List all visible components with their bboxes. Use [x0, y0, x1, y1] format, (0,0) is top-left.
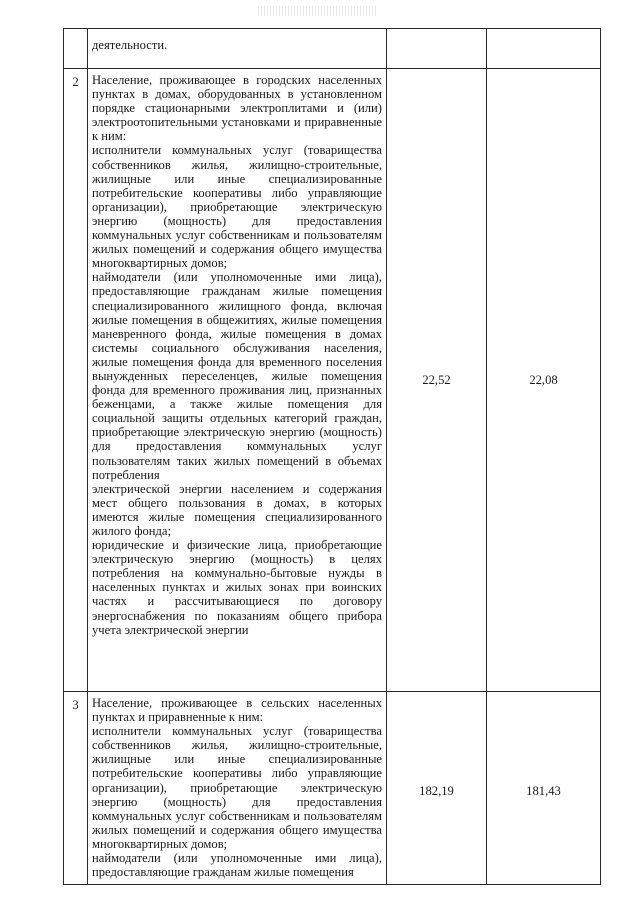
row-description: [88, 692, 387, 885]
row-description: [88, 69, 387, 692]
scan-artifact: [258, 6, 378, 16]
row-number: 2: [64, 69, 88, 692]
row-value-2-text: 181,43: [526, 783, 561, 798]
row-value-1-text: 182,19: [419, 783, 454, 798]
row-value-2: [487, 29, 601, 69]
row-value-1: 22,52: [387, 69, 487, 692]
row-number: 3: [64, 692, 88, 885]
row-value-2: [487, 692, 601, 885]
table-row: [64, 29, 601, 69]
row-description-text: Население, проживающее в сельских населенных пунктах и приравненные к ним: исполнители коммунальных услуг (товарищества собственников жилья, жилищно-строительные, жилищные или иные специализированные потребительские кооперативы либо управляющие организации), приобретающие электрическую энергию (мощность) для предоставления коммунальных услуг собственникам и пользователям жилых помещений и содержания общего имущества многоквартирных домов; наймодатели (или уполномоченные ими лица), предоставляющие гражданам жилые помещения: [92, 696, 382, 880]
row-value-2: 22,08: [487, 69, 601, 692]
row-value-1: [387, 29, 487, 69]
row-description-text: Население, проживающее в городских населенных пунктах в домах, оборудованных в установленном порядке стационарными электроплитами и (или) электроотопительными установками и приравненные к ним: исполнители коммунальных услуг (товарищества собственников жилья, жилищно-строительные, жилищные или иные специализированные потребительские кооперативы либо управляющие организации), приобретающие электрическую энергию (мощность) для предоставления коммунальных услуг собственникам и пользователям жилых помещений и содержания общего имущества многоквартирных домов; наймодатели (или уполномоченные ими лица), предоставляющие гражданам жилые помещения специализированного жилищного фонда, включая жилые помещения в общежитиях, жилые помещения маневренного фонда, жилые помещения в домах системы социального обслуживания населения, жилые помещения фонда для временного поселения вынужденных переселенцев, жилые помещения фонда для временного проживания лиц, признанных беженцами, а также жилые помещения для социальной защиты отдельных категорий граждан, приобретающие электрическую энергию (мощность) для предоставления коммунальных услуг пользователям таких жилых помещений в объемах потребления электрической энергии населением и содержания мест общего пользования в домах, в которых имеются жилые помещения специализированного жилого фонда; юридические и физические лица, приобретающие электрическую энергию (мощность) в целях потребления на коммунально-бытовые нужды в населенных пунктах и жилых зонах при воинских частях и рассчитывающиеся по договору энергоснабжения по показаниям общего прибора учета электрической энергии: [92, 73, 382, 637]
table-row: [64, 69, 601, 692]
row-description-text: деятельности.: [92, 38, 168, 52]
row-number: [64, 29, 88, 69]
row-value-1: [387, 692, 487, 885]
table-row: [64, 692, 601, 885]
tariff-table: [63, 28, 601, 885]
row-description: [88, 29, 387, 69]
